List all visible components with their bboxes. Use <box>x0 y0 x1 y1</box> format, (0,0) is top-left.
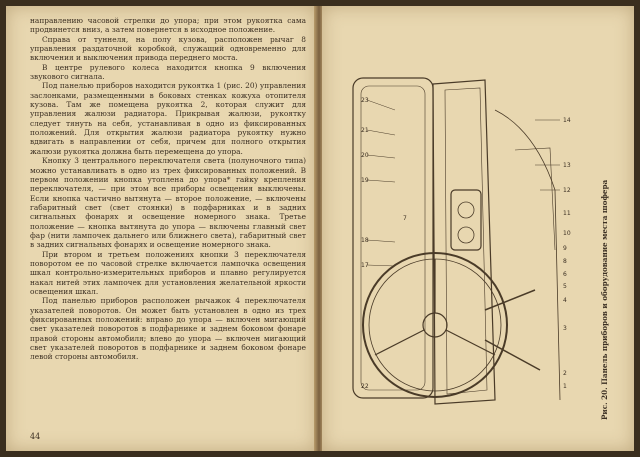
figure-label: 8 <box>563 258 567 265</box>
figure-label: 11 <box>563 210 571 217</box>
figure-label: 7 <box>403 215 407 222</box>
dashboard-figure <box>335 70 585 410</box>
dashboard-drawing <box>335 70 585 410</box>
figure-label: 14 <box>563 117 571 124</box>
figure-label: 18 <box>361 237 369 244</box>
paragraph: Кнопку 3 центрального переключателя света (полуночного типа) можно устанавливать в одно из трех фиксированных положений. В первом положении кнопка утоплена до упора* гайку крепления переключателя, — при этом все приборы освещения выключены. Если кнопка частично вытянута — второе положение, — включены габаритный свет (свет стоянки) в подфарниках и в задних сигнальных фонарях и освещение номерного знака. Третье положение — кнопка вытянута до упора — включены главный свет фар (нити лампочек дальнего или ближнего света), габаритный свет в задних сигнальных фонарях и освещение номерного знака. <box>30 156 306 250</box>
figure-label: 23 <box>361 97 369 104</box>
figure-label: 12 <box>563 187 571 194</box>
figure-label: 20 <box>361 152 369 159</box>
left-page-text <box>30 16 306 362</box>
paragraph: Под панелью приборов находится рукоятка 1 (рис. 20) управления заслонками, размещенными в боковых стенках кожуха отопителя кузова. Там же помещена рукоятка 2, которая служит для управления жалюзи радиатора. Прикрывая жалюзи, рукоятку следует тянуть на себя, устанавливая в одно из фиксированных положений. Для открытия жалюзи радиатора рукоятку нужно вдвигать в направлении от себя, причем для полного открытия жалюзи рукоятка должна быть перемещена до упора. <box>30 81 306 156</box>
dashboard-panel <box>433 80 495 404</box>
figure-label: 2 <box>563 370 567 377</box>
figure-caption-text: Рис. 20. Панель приборов и оборудование места шофера <box>600 179 609 420</box>
figure-label: 3 <box>563 325 567 332</box>
figure-label: 10 <box>563 230 571 237</box>
figure-label: 5 <box>563 283 567 290</box>
paragraph: направлению часовой стрелки до упора; при этом рукоятка сама продвинется вниз, а затем повернется в исходное положение. <box>30 16 306 35</box>
figure-label: 19 <box>361 177 369 184</box>
figure-label: 6 <box>563 271 567 278</box>
figure-label: 1 <box>563 383 567 390</box>
figure-label: 21 <box>361 127 369 134</box>
page-number: 44 <box>30 432 41 441</box>
figure-label: 13 <box>563 162 571 169</box>
left-page <box>6 6 316 451</box>
paragraph: В центре рулевого колеса находится кнопка 9 включения звукового сигнала. <box>30 62 306 82</box>
instrument-cluster <box>451 190 481 250</box>
figure-label: 4 <box>563 297 567 304</box>
figure-label: 9 <box>563 245 567 252</box>
paragraph: Справа от туннеля, на полу кузова, расположен рычаг 8 управления раздаточной коробкой, служащий одновременно для включения и выключения привода переднего моста. <box>30 34 306 63</box>
figure-label: 17 <box>361 262 369 269</box>
figure-label: 22 <box>361 383 369 390</box>
figure-caption <box>590 90 609 420</box>
paragraph: При втором и третьем положениях кнопки 3 переключателя поворотом ее по часовой стрелке включается лампочка освещения шкал контрольно-измерительных приборов и плавно регулируется накал нитей этих лампочек для установления желательной яркости освещения шкал. <box>30 249 306 296</box>
paragraph: Под панелью приборов расположен рычажок 4 переключателя указателей поворотов. Он может быть установлен в одно из трех фиксированных положений: вправо до упора — включен мигающий свет указателей поворотов в подфарнике и заднем боковом фонаре правой стороны автомобиля; влево до упора — включен мигающий свет указателей поворотов в подфарнике и заднем боковом фонаре левой стороны автомобиля. <box>30 296 306 362</box>
